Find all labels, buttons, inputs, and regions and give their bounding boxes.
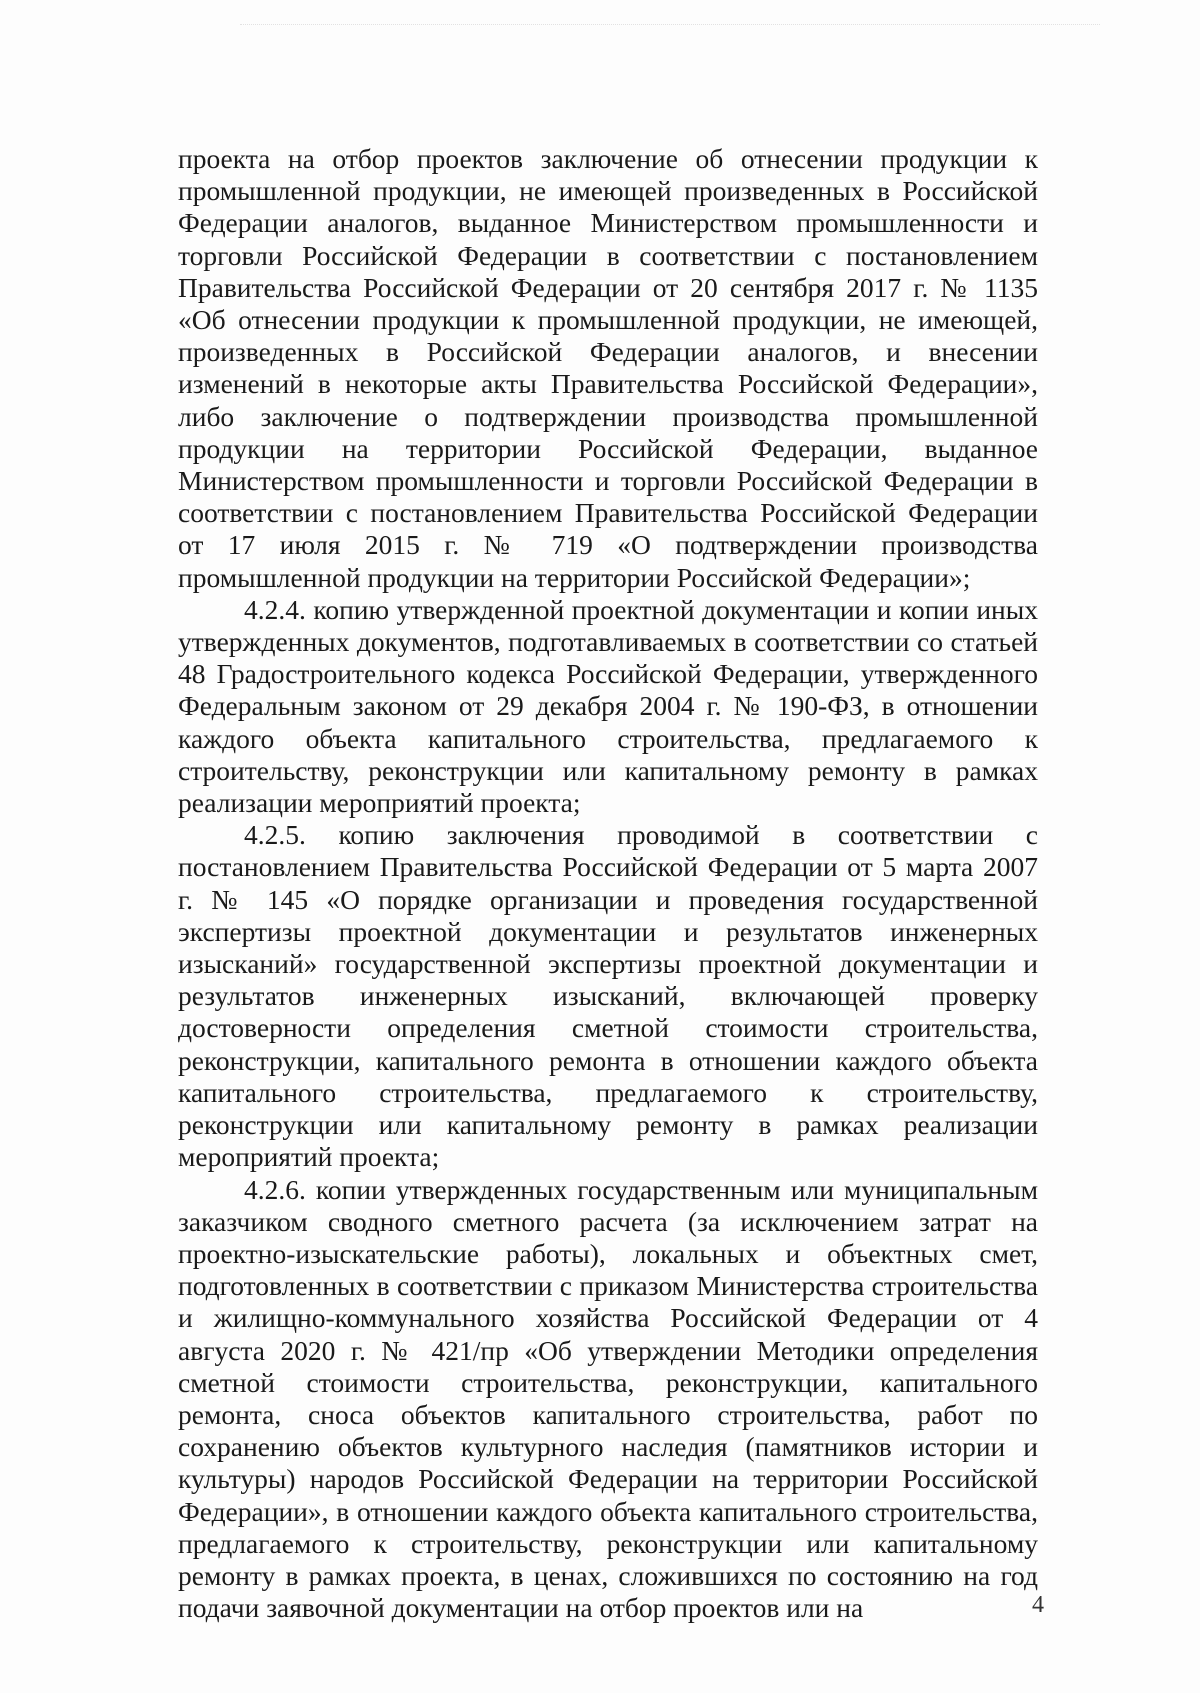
document-body	[178, 143, 1038, 1624]
paragraph-4-2-6: 4.2.6. копии утвержденных государственным или муниципальным заказчиком сводного сметного расчета (за исключением затрат на проектно-изыскательские работы), локальных и объектных смет, подготовленных в соответствии с приказом Министерства строительства и жилищно-коммунального хозяйства Российской Федерации от 4 августа 2020 г. № 421/пр «Об утверждении Методики определения сметной стоимости строительства, реконструкции, капитального ремонта, сноса объектов капитального строительства, работ по сохранению объектов культурного наследия (памятников истории и культуры) народов Российской Федерации на территории Российской Федерации», в отношении каждого объекта капитального строительства, предлагаемого к строительству, реконструкции или капитальному ремонту в рамках проекта, в ценах, сложившихся по состоянию на год подачи заявочной документации на отбор проектов или на	[178, 1173, 1038, 1624]
paragraph-4-2-5: 4.2.5. копию заключения проводимой в соответствии с постановлением Правительства Российской Федерации от 5 марта 2007 г. № 145 «О порядке организации и проведения государственной экспертизы проектной документации и результатов инженерных изысканий» государственной экспертизы проектной документации и результатов инженерных изысканий, включающей проверку достоверности определения сметной стоимости строительства, реконструкции, капитального ремонта в отношении каждого объекта капитального строительства, предлагаемого к строительству, реконструкции или капитальному ремонту в рамках реализации мероприятий проекта;	[178, 819, 1038, 1173]
paragraph-4-2-4: 4.2.4. копию утвержденной проектной документации и копии иных утвержденных документов, подготавливаемых в соответствии со статьей 48 Градостроительного кодекса Российской Федерации, утвержденного Федеральным законом от 29 декабря 2004 г. № 190-ФЗ, в отношении каждого объекта капитального строительства, предлагаемого к строительству, реконструкции или капитальному ремонту в рамках реализации мероприятий проекта;	[178, 593, 1038, 819]
scan-edge-artifact	[240, 24, 1100, 35]
paragraph-continuation: проекта на отбор проектов заключение об отнесении продукции к промышленной продукции, не имеющей произведенных в Российской Федерации аналогов, выданное Министерством промышленности и торговли Российской Федерации в соответствии с постановлением Правительства Российской Федерации от 20 сентября 2017 г. № 1135 «Об отнесении продукции к промышленной продукции, не имеющей, произведенных в Российской Федерации аналогов, и внесении изменений в некоторые акты Правительства Российской Федерации», либо заключение о подтверждении производства промышленной продукции на территории Российской Федерации, выданное Министерством промышленности и торговли Российской Федерации в соответствии с постановлением Правительства Российской Федерации от 17 июля 2015 г. № 719 «О подтверждении производства промышленной продукции на территории Российской Федерации»;	[178, 143, 1038, 593]
page-number: 4	[1032, 1592, 1044, 1618]
